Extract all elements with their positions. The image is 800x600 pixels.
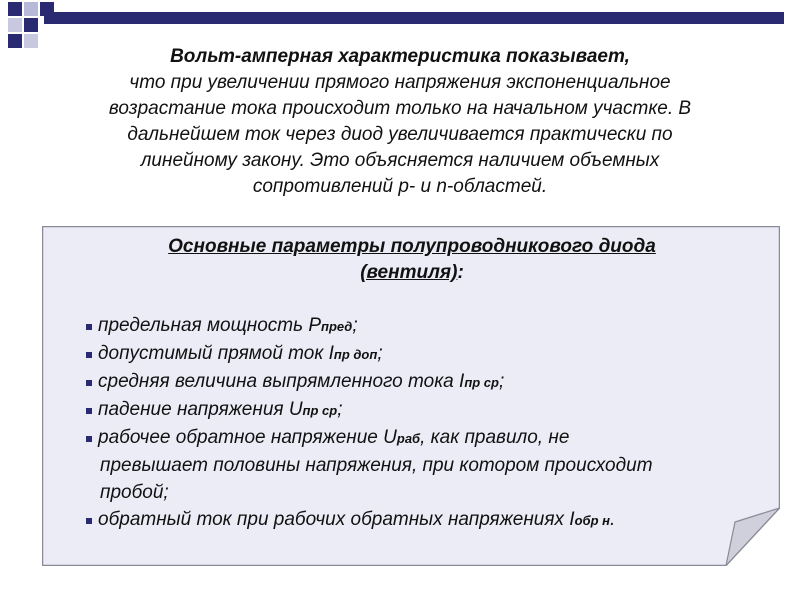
item-text: допустимый прямой ток I [98,343,334,364]
list-item [84,396,744,424]
parameters-card [42,226,780,566]
intro-line-4: дальнейшем ток через диод увеличивается практически по [127,124,673,145]
item-subscript: пр доп [333,347,378,362]
card-title-line-2-text: (вентиля) [360,262,458,283]
card-title-line-2 [82,260,742,286]
item-subscript: пр ср [302,403,338,418]
intro-paragraph [40,44,760,200]
bullet-icon [86,352,92,358]
list-item [84,340,744,368]
intro-line-3: возрастание тока происходит только на начальном участке. В [108,98,692,119]
item-text: рабочее обратное напряжение U [98,427,397,448]
intro-line-1: Вольт-амперная характеристика показывает, [170,46,630,67]
item-text: предельная мощность P [98,315,322,336]
bullet-icon [86,380,92,386]
item-end: ; [337,399,343,420]
item-end: ; [377,343,383,364]
card-title-colon: : [457,262,464,283]
card-title-line-1: Основные параметры полупроводникового диода [168,236,656,257]
item-subscript: обр н [574,513,610,528]
top-accent-bar [44,12,784,24]
item-text: средняя величина выпрямленного тока I [98,371,465,392]
intro-line-2: что при увеличении прямого напряжения экспоненциальное [129,72,671,93]
item-continuation-2: пробой; [100,482,169,503]
card-title [82,234,742,286]
list-item [84,368,744,396]
item-end: , как правило, не [420,427,570,448]
item-end: ; [352,315,358,336]
item-subscript: пр ср [464,375,499,390]
item-subscript: раб [396,431,421,446]
parameter-list [84,312,744,534]
bullet-icon [86,324,92,330]
item-continuation-1: превышает половины напряжения, при котором происходит [100,455,653,476]
intro-line-6: сопротивлений р- и n-областей. [252,176,548,197]
list-item [84,424,744,506]
bullet-icon [86,408,92,414]
intro-line-5: линейному закону. Это объясняется наличием объемных [140,150,660,171]
list-item [84,506,744,534]
bullet-icon [86,518,92,524]
item-text: обратный ток при рабочих обратных напряжениях I [98,509,575,530]
item-subscript: пред [321,319,353,334]
item-text: падение напряжения U [98,399,303,420]
item-end: ; [498,371,505,392]
item-end: . [609,509,616,530]
list-item [84,312,744,340]
bullet-icon [86,436,92,442]
